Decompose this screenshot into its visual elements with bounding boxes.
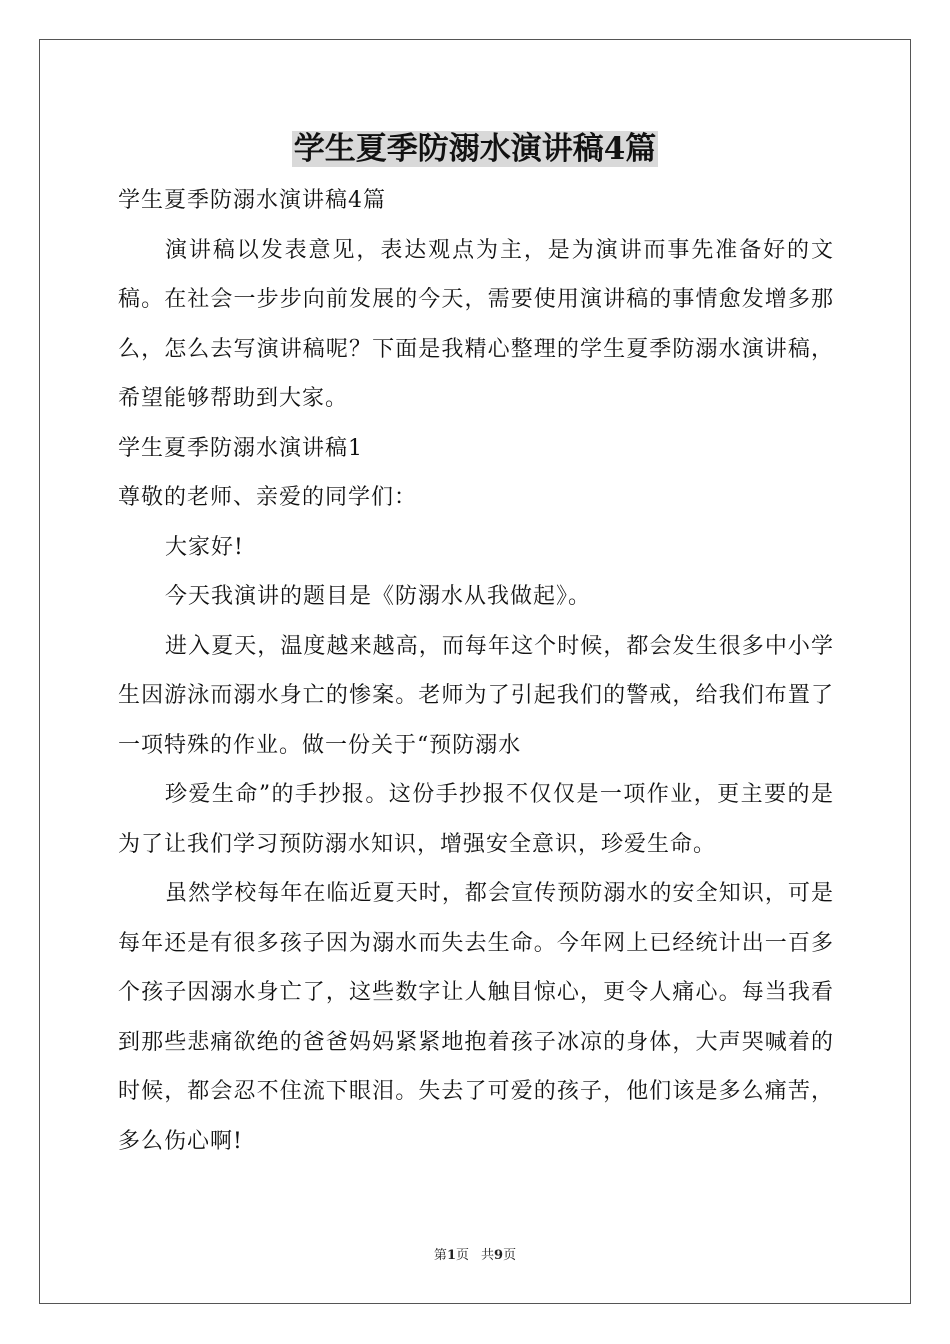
document-subtitle: 学生夏季防溺水演讲稿4篇 (118, 188, 386, 213)
body-paragraph-2: 珍爱生命”的手抄报。这份手抄报不仅仅是一项作业，更主要的是为了让我们学习预防溺水知识，增强安全意识，珍爱生命。 (118, 782, 834, 857)
greeting: 大家好! (165, 534, 244, 560)
total-suffix: 页 (503, 1248, 517, 1263)
document-body (118, 176, 834, 1166)
total-pages: 9 (494, 1248, 504, 1263)
total-prefix: 共 (481, 1248, 495, 1263)
body-paragraph-3: 虽然学校每年在临近夏天时，都会宣传预防溺水的安全知识，可是每年还是有很多孩子因为溺水而失去生命。今年网上已经统计出一百多个孩子因溺水身亡了，这些数字让人触目惊心，更令人痛心。每当我看到那些悲痛欲绝的爸爸妈妈紧紧地抱着孩子冰凉的身体，大声哭喊着的时候，都会忍不住流下眼泪。失去了可爱的孩子，他们该是多么痛苦，多么伤心啊! (118, 881, 834, 1154)
section-heading: 学生夏季防溺水演讲稿1 (118, 435, 363, 461)
document-title (0, 127, 950, 171)
body-paragraph-1: 进入夏天，温度越来越高，而每年这个时候，都会发生很多中小学生因游泳而溺水身亡的惨案。老师为了引起我们的警戒，给我们布置了一项特殊的作业。做一份关于“预防溺水 (118, 633, 834, 758)
page-footer (0, 1247, 950, 1265)
intro-paragraph: 演讲稿以发表意见，表达观点为主，是为演讲而事先准备好的文稿。在社会一步步向前发展的今天，需要使用演讲稿的事情愈发增多那么，怎么去写演讲稿呢？下面是我精心整理的学生夏季防溺水演讲稿，希望能够帮助到大家。 (118, 237, 834, 411)
document-title-text: 学生夏季防溺水演讲稿4篇 (293, 131, 657, 167)
speech-topic: 今天我演讲的题目是《防溺水从我做起》。 (165, 584, 592, 609)
page-suffix: 页 (455, 1248, 469, 1263)
page-number: 1 (446, 1248, 456, 1263)
salutation: 尊敬的老师、亲爱的同学们： (118, 485, 418, 510)
page-prefix: 第 (433, 1248, 447, 1263)
